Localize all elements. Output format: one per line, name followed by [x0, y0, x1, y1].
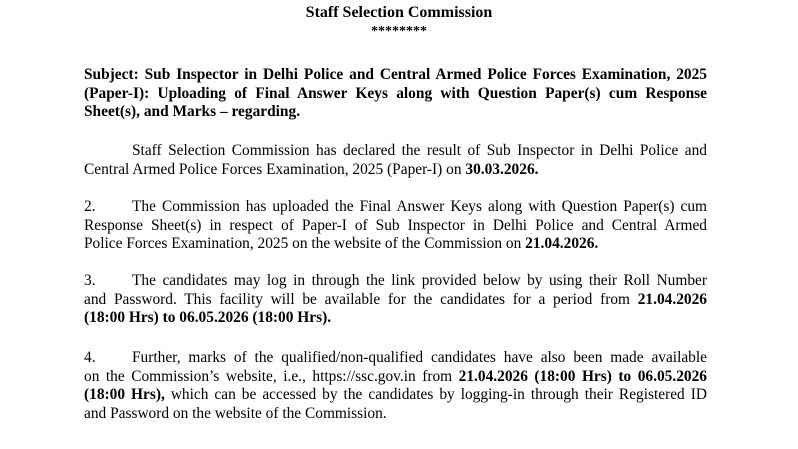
subject-line-2: (Paper-I): Uploading of Final Answer Keys along with Question Paper(s) cum Response — [84, 84, 707, 102]
paragraph-number: 3. — [84, 272, 96, 289]
availability-start: 21.04.2026 — [637, 290, 707, 308]
subject-line-1: Subject: Sub Inspector in Delhi Police and Central Armed Police Forces Examination, 2025 — [84, 66, 707, 83]
paragraph-number: 4. — [84, 349, 96, 366]
paragraph-4-line-3: (18:00 Hrs), which can be accessed by the candidates by logging-in through their Registered ID — [84, 386, 707, 403]
paragraph-3-line-3: (18:00 Hrs) to 06.05.2026 (18:00 Hrs). — [84, 309, 332, 326]
paragraph-2 — [84, 198, 707, 254]
paragraph-2-line-3: Police Forces Examination, 2025 on the website of the Commission on 21.04.2026. — [84, 235, 599, 252]
paragraph-3-line-1: 3. The candidates may log in through the link provided below by using their Roll Number — [84, 272, 707, 289]
paragraph-3-line-2: and Password. This facility will be available for the candidates for a period from 21.04.2026 — [84, 290, 707, 308]
result-date: 30.03.2026. — [465, 160, 539, 178]
paragraph-1 — [84, 142, 707, 179]
paragraph-4-line-1: 4. Further, marks of the qualified/non-qualified candidates have also been made available — [84, 349, 707, 366]
subject-paragraph — [84, 66, 707, 122]
paragraph-2-line-2: Response Sheet(s) in respect of Paper-I of Sub Inspector in Delhi Police and Central Armed — [84, 216, 707, 234]
paragraph-1-line-1: Staff Selection Commission has declared the result of Sub Inspector in Delhi Police and — [132, 142, 707, 159]
document-title: Staff Selection Commission — [305, 4, 493, 21]
title-separator: ******** — [371, 24, 427, 39]
paragraph-1-line-2: Central Armed Police Forces Examination, 2025 (Paper-I) on 30.03.2026. — [84, 160, 539, 178]
paragraph-4-line-4: and Password on the website of the Commission. — [84, 404, 387, 422]
paragraph-4 — [84, 349, 707, 423]
paragraph-3 — [84, 272, 707, 328]
paragraph-2-line-1: 2. The Commission has uploaded the Final Answer Keys along with Question Paper(s) cum — [84, 198, 707, 215]
paragraph-4-line-2: on the Commission’s website, i.e., https://ssc.gov.in from 21.04.2026 (18:00 Hrs) to 06.05.2026 — [84, 367, 707, 385]
upload-date: 21.04.2026. — [525, 235, 599, 252]
marks-availability-period: 21.04.2026 (18:00 Hrs) to 06.05.2026 — [458, 367, 707, 385]
subject-line-3: Sheet(s), and Marks – regarding. — [84, 103, 301, 120]
paragraph-number: 2. — [84, 198, 96, 215]
